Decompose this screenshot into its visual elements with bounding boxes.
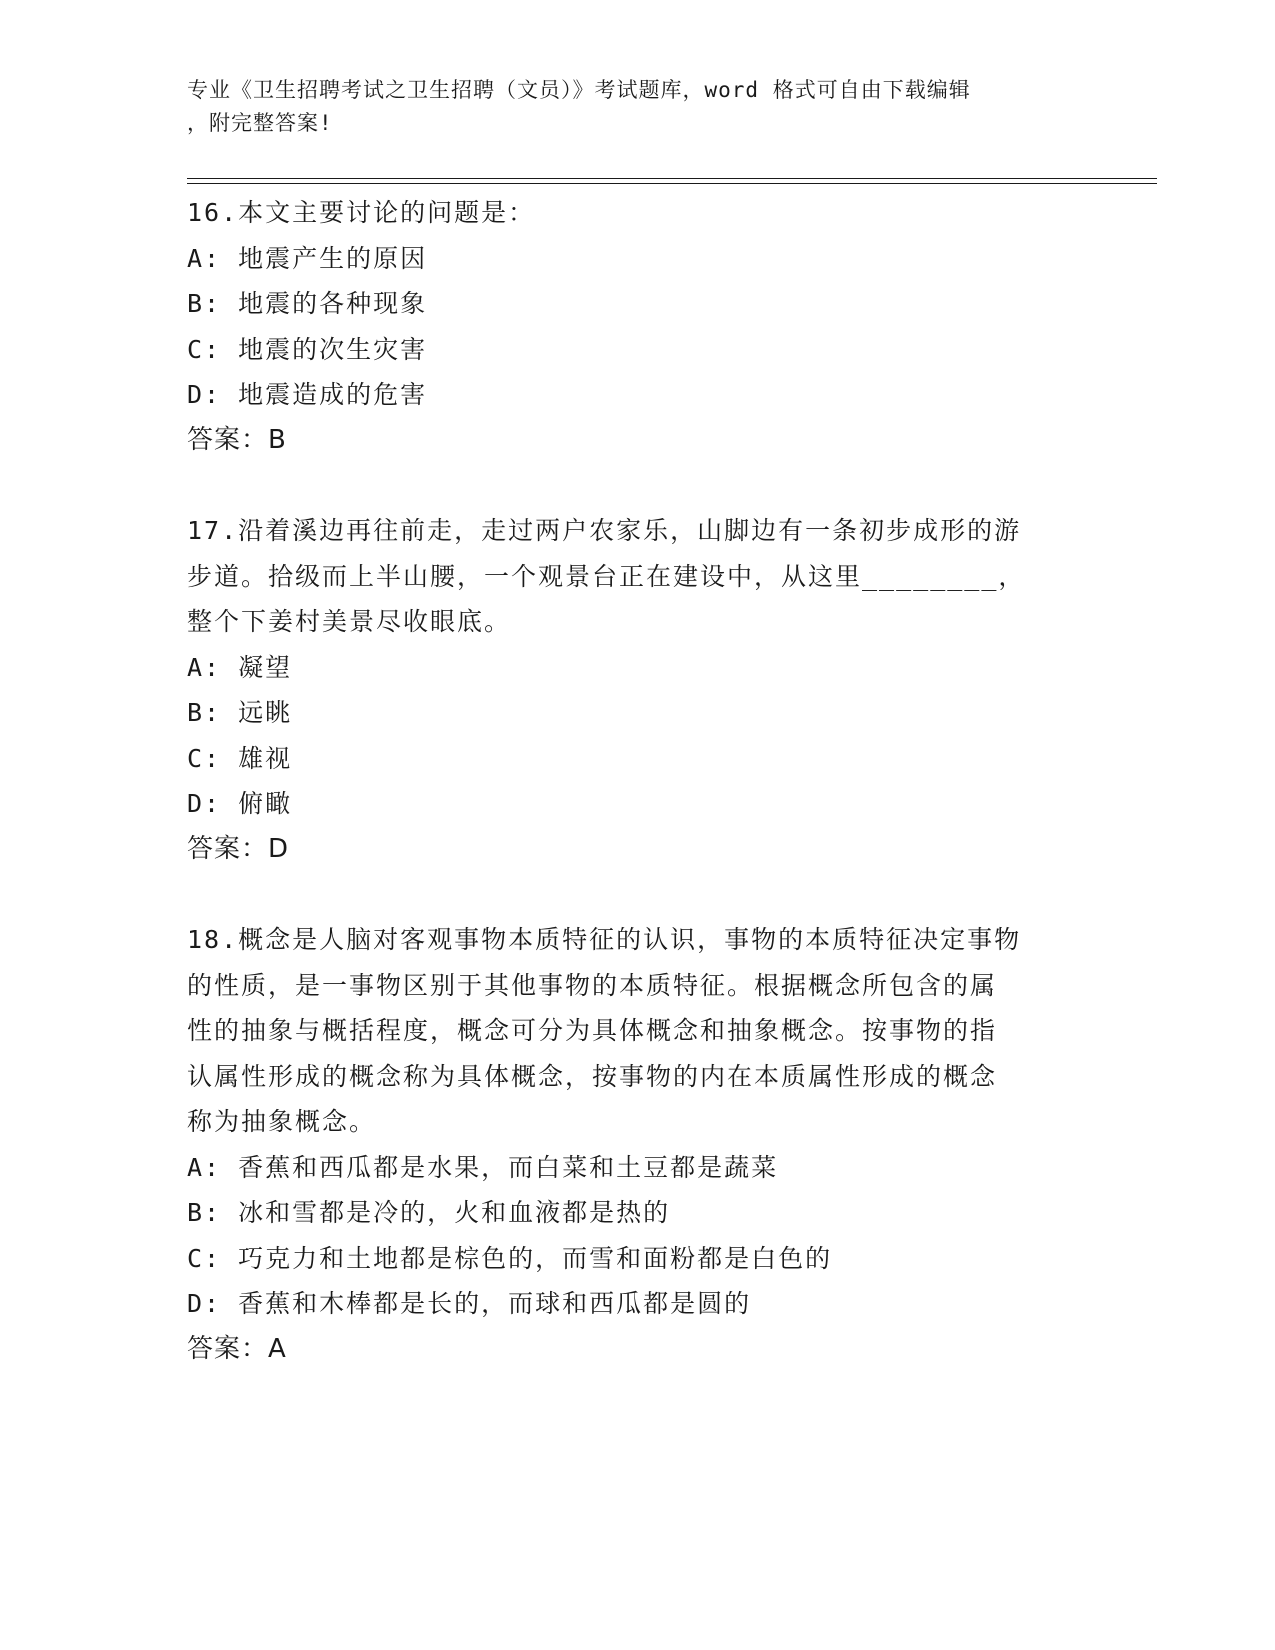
option-letter: A: [187,243,222,273]
option-letter: A: [187,652,222,682]
question-number: 16. [187,198,239,227]
option-text: 地震造成的危害 [238,380,428,409]
question-18 [187,917,1087,1372]
question-number: 17. [187,516,239,545]
answer-line [187,827,1087,873]
option-text: 雄视 [238,743,293,773]
option-text: 俯瞰 [238,789,293,818]
question-stem-line: 步道。拾级而上半山腰，一个观景台正在建设中，从这里________， [187,561,1026,591]
option-d [187,372,1087,418]
option-text: 香蕉和木棒都是长的，而球和西瓜都是圆的 [238,1289,752,1318]
option-d [187,1281,1087,1327]
question-stem-line: 本文主要讨论的问题是： [238,198,536,227]
answer-label: 答案： [187,833,269,864]
option-text: 香蕉和西瓜都是水果，而白菜和土豆都是蔬菜 [238,1152,779,1182]
document-header [187,74,1087,140]
question-17 [187,508,1087,872]
question-stem-line: 称为抽象概念。 [187,1107,377,1136]
option-text: 地震的次生灾害 [238,334,428,364]
option-text: 巧克力和土地都是棕色的，而雪和面粉都是白色的 [238,1243,833,1273]
question-stem-line: 认属性形成的概念称为具体概念，按事物的内在本质属性形成的概念 [187,1061,998,1091]
question-stem-text: 概念是人脑对客观事物本质特征的认识，事物的本质特征决定事物 [238,925,1022,954]
question-stem-text: 沿着溪边再往前走，走过两户农家乐，山脚边有一条初步成形的游 [238,516,1022,545]
option-letter: C: [187,1243,222,1273]
question-stem-line: 整个下姜村美景尽收眼底。 [187,607,512,636]
option-text: 地震的各种现象 [238,289,428,318]
option-b [187,1190,1087,1236]
option-text: 地震产生的原因 [238,243,428,273]
option-text: 远眺 [238,698,293,727]
option-a [187,236,1087,282]
option-letter: B: [187,698,222,727]
option-b [187,690,1087,736]
option-letter: D: [187,1289,222,1318]
header-line-2: ，附完整答案! [187,111,333,135]
option-text: 凝望 [238,652,293,682]
option-c [187,736,1087,782]
question-stem [187,190,1087,236]
option-b [187,281,1087,327]
question-number: 18. [187,925,239,954]
option-letter: D: [187,380,222,409]
question-stem [187,508,1087,645]
option-d [187,781,1087,827]
header-line-1: 专业《卫生招聘考试之卫生招聘（文员）》考试题库，word 格式可自由下载编辑 [187,78,971,102]
option-a [187,645,1087,691]
question-stem-line [187,917,1087,963]
option-letter: B: [187,1198,222,1227]
question-stem-line: 的性质，是一事物区别于其他事物的本质特征。根据概念所包含的属 [187,970,998,1000]
answer-label: 答案： [187,424,269,455]
answer-value: D [268,833,290,864]
answer-line [187,418,1087,464]
answer-line [187,1327,1087,1373]
answer-value: A [268,1333,287,1364]
question-stem-line: 性的抽象与概括程度，概念可分为具体概念和抽象概念。按事物的指 [187,1016,998,1045]
option-a [187,1145,1087,1191]
option-c [187,1236,1087,1282]
question-stem [187,917,1087,1145]
option-letter: A: [187,1152,222,1182]
answer-label: 答案： [187,1333,269,1364]
option-letter: B: [187,289,222,318]
option-letter: C: [187,334,222,364]
option-letter: C: [187,743,222,773]
header-divider-top [187,178,1157,179]
option-c [187,327,1087,373]
option-letter: D: [187,789,222,818]
option-text: 冰和雪都是冷的，火和血液都是热的 [238,1198,671,1227]
question-stem-line [187,508,1087,554]
header-divider-bottom [187,183,1157,184]
answer-value: B [268,424,287,455]
question-list [187,190,1087,1372]
question-16 [187,190,1087,463]
